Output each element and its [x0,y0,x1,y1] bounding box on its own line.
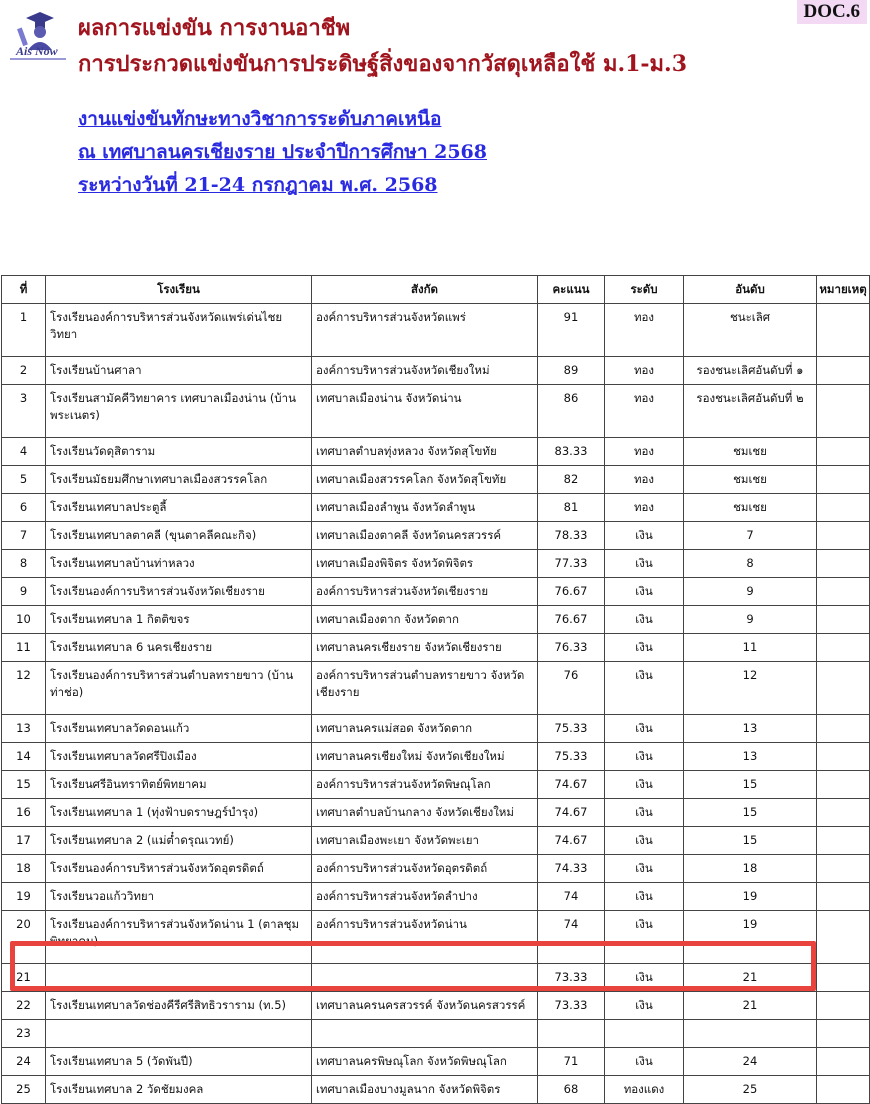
cell-no: 3 [2,385,46,438]
col-header-note: หมายเหตุ [817,276,870,304]
cell-affiliation: เทศบาลเมืองตาคลี จังหวัดนครสวรรค์ [312,522,538,550]
cell-note [817,606,870,634]
cell-level: ทอง [605,357,684,385]
cell-score: 71 [538,1048,605,1076]
results-table [1,275,870,1104]
cell-no: 19 [2,883,46,911]
cell-rank: 12 [684,662,817,715]
cell-rank: 15 [684,827,817,855]
cell-rank: 9 [684,606,817,634]
cell-no: 13 [2,715,46,743]
cell-level: ทอง [605,385,684,438]
cell-score: 82 [538,466,605,494]
cell-affiliation: องค์การบริหารส่วนจังหวัดเชียงใหม่ [312,357,538,385]
cell-note [817,964,870,992]
cell-no: 10 [2,606,46,634]
table-row [2,634,870,662]
cell-note [817,799,870,827]
cell-level: ทอง [605,438,684,466]
cell-note [817,1020,870,1048]
cell-level: เงิน [605,634,684,662]
cell-affiliation: เทศบาลเมืองสวรรคโลก จังหวัดสุโขทัย [312,466,538,494]
cell-note [817,522,870,550]
cell-affiliation [312,1020,538,1048]
cell-level: เงิน [605,662,684,715]
cell-score: 74 [538,883,605,911]
cell-score: 76.67 [538,578,605,606]
cell-no: 14 [2,743,46,771]
cell-school: โรงเรียนองค์การบริหารส่วนจังหวัดน่าน 1 (ตาลชุมพิทยาคม) [46,911,312,964]
cell-school: โรงเรียนเทศบาล 6 นครเชียงราย [46,634,312,662]
cell-level: เงิน [605,827,684,855]
cell-level: ทอง [605,304,684,357]
cell-no: 4 [2,438,46,466]
table-row [2,385,870,438]
table-row [2,1076,870,1104]
table-row [2,438,870,466]
cell-school [46,964,312,992]
cell-rank: รองชนะเลิศอันดับที่ ๑ [684,357,817,385]
cell-affiliation: องค์การบริหารส่วนจังหวัดแพร่ [312,304,538,357]
cell-school: โรงเรียนวอแก้ววิทยา [46,883,312,911]
cell-school [46,1020,312,1048]
cell-rank [684,1020,817,1048]
cell-note [817,715,870,743]
cell-no: 23 [2,1020,46,1048]
cell-score: 74.33 [538,855,605,883]
cell-note [817,911,870,964]
cell-affiliation: เทศบาลนครเชียงราย จังหวัดเชียงราย [312,634,538,662]
cell-no: 7 [2,522,46,550]
event-name-link[interactable]: งานแข่งขันทักษะทางวิชาการระดับภาคเหนือ [78,108,442,130]
cell-score: 74 [538,911,605,964]
cell-level: เงิน [605,964,684,992]
cell-rank: 13 [684,743,817,771]
cell-rank: 7 [684,522,817,550]
cell-rank: 15 [684,799,817,827]
cell-school: โรงเรียนเทศบาล 1 กิตติขจร [46,606,312,634]
table-row [2,606,870,634]
table-row [2,578,870,606]
cell-rank: 15 [684,771,817,799]
cell-rank: 13 [684,715,817,743]
cell-school: โรงเรียนสามัคคีวิทยาคาร เทศบาลเมืองน่าน (บ้านพระเนตร) [46,385,312,438]
cell-rank: 25 [684,1076,817,1104]
col-header-score: คะแนน [538,276,605,304]
cell-no: 22 [2,992,46,1020]
cell-level: เงิน [605,715,684,743]
cell-affiliation: เทศบาลนครเชียงใหม่ จังหวัดเชียงใหม่ [312,743,538,771]
cell-note [817,634,870,662]
cell-level: ทองแดง [605,1076,684,1104]
cell-school: โรงเรียนศรีอินทราทิตย์พิทยาคม [46,771,312,799]
cell-no: 2 [2,357,46,385]
cell-note [817,357,870,385]
col-header-no: ที่ [2,276,46,304]
cell-no: 15 [2,771,46,799]
cell-rank: 21 [684,992,817,1020]
cell-score: 74.67 [538,827,605,855]
cell-school: โรงเรียนเทศบาลวัดช่องคีรีศรีสิทธิวราราม (ท.5) [46,992,312,1020]
cell-affiliation: เทศบาลเมืองตาก จังหวัดตาก [312,606,538,634]
cell-no: 6 [2,494,46,522]
cell-no: 16 [2,799,46,827]
cell-level: เงิน [605,522,684,550]
table-row [2,799,870,827]
table-row [2,992,870,1020]
cell-level: ทอง [605,494,684,522]
cell-affiliation: เทศบาลเมืองน่าน จังหวัดน่าน [312,385,538,438]
cell-rank: 8 [684,550,817,578]
cell-score: 73.33 [538,964,605,992]
cell-note [817,494,870,522]
cell-school: โรงเรียนเทศบาลบ้านท่าหลวง [46,550,312,578]
table-row [2,466,870,494]
cell-school: โรงเรียนองค์การบริหารส่วนจังหวัดเชียงราย [46,578,312,606]
cell-school: โรงเรียนมัธยมศึกษาเทศบาลเมืองสวรรคโลก [46,466,312,494]
cell-school: โรงเรียนองค์การบริหารส่วนจังหวัดอุตรดิตถ์ [46,855,312,883]
cell-affiliation: องค์การบริหารส่วนจังหวัดเชียงราย [312,578,538,606]
cell-score: 77.33 [538,550,605,578]
cell-score: 86 [538,385,605,438]
cell-level: เงิน [605,855,684,883]
cell-note [817,992,870,1020]
cell-level: เงิน [605,1048,684,1076]
table-row [2,550,870,578]
cell-rank: 19 [684,911,817,964]
cell-score: 89 [538,357,605,385]
cell-level: เงิน [605,771,684,799]
cell-affiliation: เทศบาลนครแม่สอด จังหวัดตาก [312,715,538,743]
table-row [2,883,870,911]
cell-no: 18 [2,855,46,883]
cell-rank: 19 [684,883,817,911]
cell-no: 20 [2,911,46,964]
cell-affiliation: องค์การบริหารส่วนจังหวัดอุตรดิตถ์ [312,855,538,883]
cell-affiliation: เทศบาลตำบลบ้านกลาง จังหวัดเชียงใหม่ [312,799,538,827]
cell-note [817,662,870,715]
cell-score: 81 [538,494,605,522]
cell-note [817,578,870,606]
logo-text: Ais Now [16,44,58,58]
cell-note [817,550,870,578]
cell-school: โรงเรียนบ้านศาลา [46,357,312,385]
table-row [2,494,870,522]
cell-rank: ชมเชย [684,494,817,522]
cell-school: โรงเรียนเทศบาลวัดดอนแก้ว [46,715,312,743]
cell-no: 1 [2,304,46,357]
table-row [2,964,870,992]
cell-level: เงิน [605,911,684,964]
cell-level: เงิน [605,606,684,634]
cell-rank: 24 [684,1048,817,1076]
cell-no: 25 [2,1076,46,1104]
competition-title: การประกวดแข่งขันการประดิษฐ์สิ่งของจากวัสดุเหลือใช้ ม.1-ม.3 [78,51,688,77]
cell-rank: ชมเชย [684,438,817,466]
cell-school: โรงเรียนเทศบาลวัดศรีปิงเมือง [46,743,312,771]
table-row [2,522,870,550]
cell-score: 91 [538,304,605,357]
table-row [2,715,870,743]
cell-affiliation: เทศบาลนครพิษณุโลก จังหวัดพิษณุโลก [312,1048,538,1076]
cell-note [817,743,870,771]
cell-no: 9 [2,578,46,606]
cell-affiliation: องค์การบริหารส่วนจังหวัดพิษณุโลก [312,771,538,799]
cell-level: ทอง [605,466,684,494]
cell-rank: 11 [684,634,817,662]
cell-no: 5 [2,466,46,494]
cell-level [605,1020,684,1048]
cell-no: 12 [2,662,46,715]
cell-note [817,466,870,494]
cell-score: 68 [538,1076,605,1104]
cell-level: เงิน [605,992,684,1020]
cell-rank: รองชนะเลิศอันดับที่ ๒ [684,385,817,438]
cell-score: 75.33 [538,715,605,743]
cell-note [817,1048,870,1076]
cell-rank: 9 [684,578,817,606]
cell-level: เงิน [605,883,684,911]
cell-school: โรงเรียนเทศบาลตาคลี (ขุนตาคลีคณะกิจ) [46,522,312,550]
cell-score: 76.67 [538,606,605,634]
cell-level: เงิน [605,743,684,771]
table-row [2,743,870,771]
cell-note [817,883,870,911]
cell-school: โรงเรียนองค์การบริหารส่วนจังหวัดแพร่เด่นไชยวิทยา [46,304,312,357]
cell-score: 76.33 [538,634,605,662]
cell-school: โรงเรียนเทศบาล 5 (วัดพันปี) [46,1048,312,1076]
cell-affiliation: องค์การบริหารส่วนตำบลทรายขาว จังหวัดเชียงราย [312,662,538,715]
cell-rank: ชนะเลิศ [684,304,817,357]
cell-note [817,771,870,799]
cell-school: โรงเรียนเทศบาล 2 (แม่ต๋ำดรุณเวทย์) [46,827,312,855]
cell-score: 74.67 [538,799,605,827]
cell-affiliation: เทศบาลเมืองลำพูน จังหวัดลำพูน [312,494,538,522]
table-row [2,827,870,855]
table-row [2,855,870,883]
cell-no: 17 [2,827,46,855]
table-row [2,1020,870,1048]
cell-affiliation: เทศบาลเมืองพิจิตร จังหวัดพิจิตร [312,550,538,578]
table-row [2,771,870,799]
cell-rank: 21 [684,964,817,992]
cell-score: 74.67 [538,771,605,799]
doc-code-badge: DOC.6 [797,0,867,24]
col-header-affiliation: สังกัด [312,276,538,304]
cell-school: โรงเรียนเทศบาล 1 (ทุ่งฟ้าบดราษฎร์บำรุง) [46,799,312,827]
cell-affiliation: เทศบาลเมืองพะเยา จังหวัดพะเยา [312,827,538,855]
cell-affiliation: องค์การบริหารส่วนจังหวัดน่าน [312,911,538,964]
cell-school: โรงเรียนองค์การบริหารส่วนตำบลทรายขาว (บ้านท่าช่อ) [46,662,312,715]
cell-no: 8 [2,550,46,578]
cell-affiliation [312,964,538,992]
cell-no: 11 [2,634,46,662]
cell-note [817,304,870,357]
cell-score: 75.33 [538,743,605,771]
cell-note [817,385,870,438]
date-range-link[interactable]: ระหว่างวันที่ 21-24 กรกฎาคม พ.ศ. 2568 [78,174,438,196]
col-header-level: ระดับ [605,276,684,304]
ais-now-logo [6,8,70,62]
col-header-rank: อันดับ [684,276,817,304]
cell-affiliation: เทศบาลนครนครสวรรค์ จังหวัดนครสวรรค์ [312,992,538,1020]
cell-school: โรงเรียนเทศบาลประตูลี้ [46,494,312,522]
cell-level: เงิน [605,799,684,827]
cell-affiliation: เทศบาลตำบลทุ่งหลวง จังหวัดสุโขทัย [312,438,538,466]
table-row [2,357,870,385]
cell-score: 78.33 [538,522,605,550]
cell-affiliation: เทศบาลเมืองบางมูลนาก จังหวัดพิจิตร [312,1076,538,1104]
col-header-school: โรงเรียน [46,276,312,304]
table-row [2,304,870,357]
cell-note [817,1076,870,1104]
cell-school: โรงเรียนวัดดุสิตาราม [46,438,312,466]
cell-score: 76 [538,662,605,715]
cell-affiliation: องค์การบริหารส่วนจังหวัดลำปาง [312,883,538,911]
cell-score [538,1020,605,1048]
cell-level: เงิน [605,550,684,578]
cell-rank: 18 [684,855,817,883]
venue-link[interactable]: ณ เทศบาลนครเชียงราย ประจำปีการศึกษา 2568 [78,141,487,163]
cell-level: เงิน [605,578,684,606]
cell-score: 73.33 [538,992,605,1020]
cell-school: โรงเรียนเทศบาล 2 วัดชัยมงคล [46,1076,312,1104]
cell-note [817,855,870,883]
table-header-row [2,276,870,304]
cell-rank: ชมเชย [684,466,817,494]
table-row [2,911,870,964]
cell-no: 24 [2,1048,46,1076]
table-row [2,662,870,715]
cell-note [817,438,870,466]
cell-note [817,827,870,855]
page-title: ผลการแข่งขัน การงานอาชีพ [78,15,351,41]
cell-score: 83.33 [538,438,605,466]
cell-no: 21 [2,964,46,992]
table-row [2,1048,870,1076]
